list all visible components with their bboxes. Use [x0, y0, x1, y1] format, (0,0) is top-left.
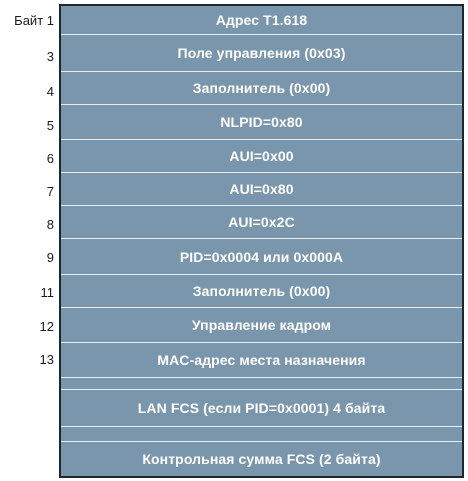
frame-structure-table — [59, 4, 464, 478]
byte-label-3: 3 — [46, 49, 54, 64]
field-aui-3: AUI=0x2C — [228, 214, 295, 230]
byte-label-1: Байт 1 — [14, 13, 54, 28]
field-pid: PID=0x0004 или 0x000A — [179, 248, 344, 265]
byte-label-13: 13 — [39, 352, 54, 367]
byte-label-9: 9 — [46, 250, 54, 265]
field-nlpid: NLPID=0x80 — [220, 114, 303, 130]
field-blank-2 — [61, 427, 462, 441]
byte-label-4: 4 — [46, 84, 54, 99]
field-padding-1: Заполнитель (0x00) — [192, 80, 331, 96]
byte-label-5: 5 — [46, 118, 54, 133]
byte-label-7: 7 — [46, 184, 54, 199]
field-aui-2: AUI=0x80 — [229, 181, 294, 197]
field-fcs: Контрольная сумма FCS (2 байта) — [142, 451, 381, 467]
field-destination-mac: MAC-адрес места назначения — [157, 352, 366, 368]
byte-label-8: 8 — [46, 217, 54, 232]
field-lan-fcs: LAN FCS (если PID=0x0001) 4 байта — [137, 400, 386, 416]
field-control: Поле управления (0x03) — [177, 45, 346, 61]
byte-label-12: 12 — [39, 319, 54, 334]
byte-label-6: 6 — [46, 151, 54, 166]
byte-label-11: 11 — [40, 285, 54, 300]
field-blank-1 — [61, 378, 462, 389]
field-padding-2: Заполнитель (0x00) — [192, 283, 331, 299]
field-address: Адрес T1.618 — [215, 12, 308, 28]
field-frame-control: Управление кадром — [191, 317, 332, 333]
field-aui-1: AUI=0x00 — [229, 148, 294, 164]
